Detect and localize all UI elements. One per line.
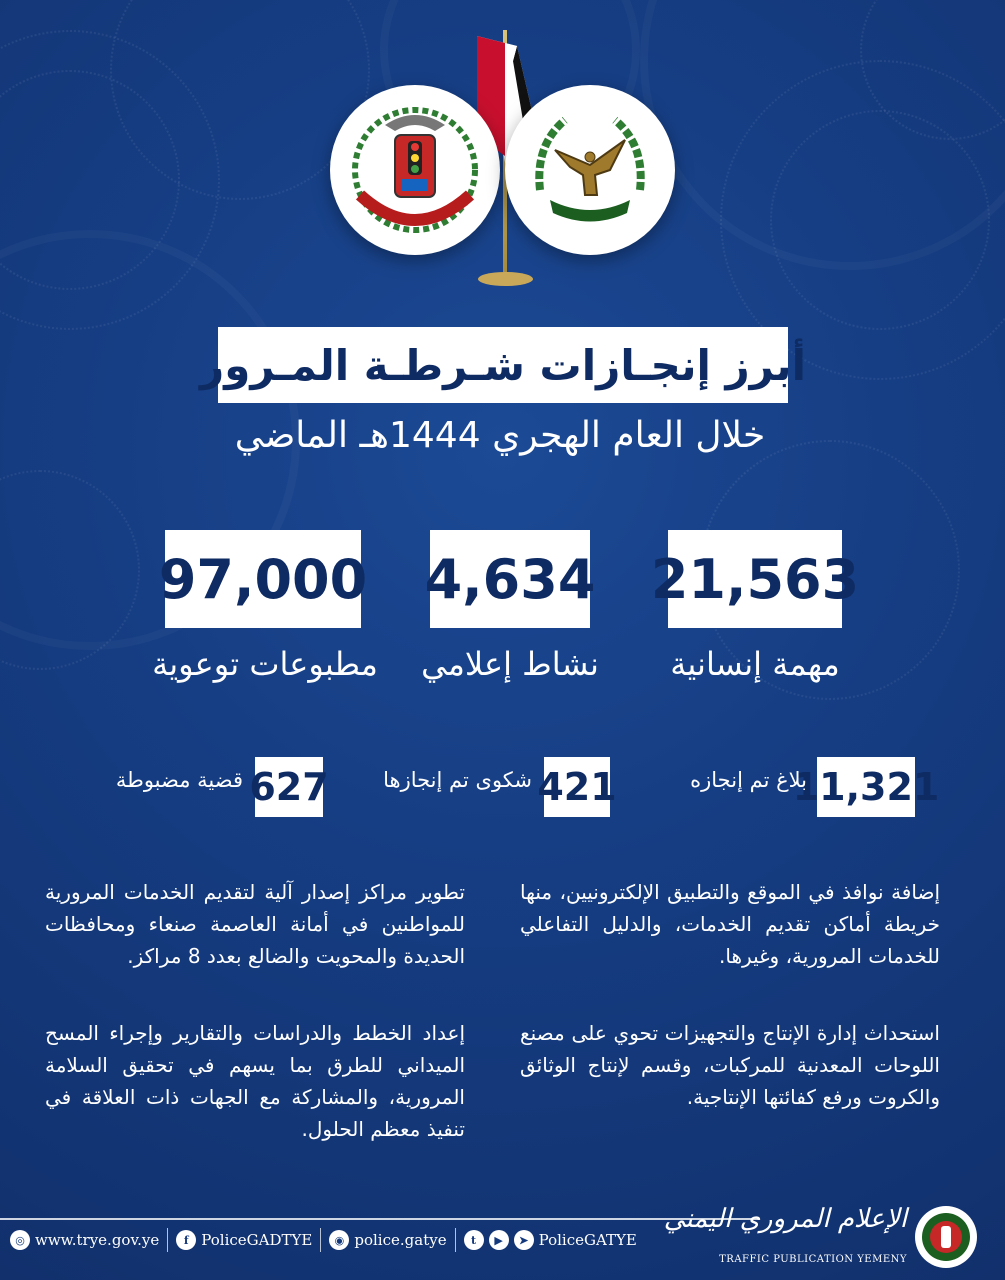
traffic-emblem-icon [340, 95, 490, 245]
paragraph-left-2: إعداد الخطط والدراسات والتقارير وإجراء المسح الميداني للطرق بما يسهم في تحقيق السلامة المرورية، والمشاركة مع الجهات ذات العلاقة في تنفيذ معظم الحلول. [45, 1021, 465, 1141]
small-stat-box-reports [792, 757, 940, 817]
stat-label: مطبوعات توعوية [152, 645, 378, 683]
stat-value: 21,563 [650, 547, 860, 611]
small-stat-value: 11,321 [792, 765, 940, 809]
small-stat-value: 627 [249, 765, 329, 809]
small-stat-box-cases [249, 757, 329, 817]
brand-english: TRAFFIC PUBLICATION YEMENY [719, 1254, 907, 1265]
small-stat-label: بلاغ تم إنجازه [690, 768, 807, 792]
small-stat-box-complaints [537, 757, 617, 817]
stat-box-prints [158, 530, 368, 628]
youtube-icon: ▶ [489, 1230, 509, 1250]
footer-divider [0, 1218, 760, 1220]
eagle-emblem-icon [515, 95, 665, 245]
ministry-interior-logo [505, 85, 675, 255]
stat-box-humanitarian [650, 530, 860, 628]
brand-emblem-icon [915, 1206, 977, 1268]
social-links[interactable] [464, 1230, 637, 1250]
instagram-link[interactable] [329, 1230, 446, 1250]
traffic-police-logo [330, 85, 500, 255]
paragraph-left-1: تطوير مراكز إصدار آلية لتقديم الخدمات المرورية للمواطنين في أمانة العاصمة صنعاء ومحافظات الحديدة والمحويت والضالع بعدد 8 مراكز. [45, 880, 465, 968]
page-title: أبرز إنجـازات شـرطـة المـرور [200, 340, 806, 390]
stat-value: 4,634 [424, 547, 596, 611]
facebook-text: PoliceGADTYE [201, 1231, 313, 1249]
website-text: www.trye.gov.ye [35, 1231, 160, 1249]
paragraph-right-1: إضافة نوافذ في الموقع والتطبيق الإلكترونيين، منها خريطة أماكن تقديم الخدمات، والدليل التفاعلي للخدمات المرورية، وغيرها. [520, 880, 940, 968]
title-box [200, 327, 806, 403]
flag-base [478, 272, 533, 286]
twitter-icon: t [464, 1230, 484, 1250]
brand-arabic: الإعلام المروري اليمني [663, 1204, 907, 1234]
website-link[interactable] [10, 1230, 159, 1250]
page-subtitle: خلال العام الهجري 1444هـ الماضي [234, 415, 766, 456]
brand-logo [663, 1198, 985, 1278]
small-stat-label: قضية مضبوطة [115, 768, 243, 792]
header-logos [0, 0, 1005, 310]
facebook-link[interactable] [176, 1230, 312, 1250]
small-stat-value: 421 [537, 765, 617, 809]
social-text: PoliceGATYE [538, 1231, 637, 1249]
stat-label: مهمة إنسانية [670, 645, 840, 683]
instagram-icon: ◉ [329, 1230, 349, 1250]
telegram-icon: ➤ [514, 1230, 534, 1250]
stat-value: 97,000 [158, 547, 368, 611]
footer-contacts [10, 1222, 637, 1258]
facebook-icon: f [176, 1230, 196, 1250]
small-stat-label: شكوى تم إنجازها [383, 768, 532, 792]
paragraph-right-2: استحداث إدارة الإنتاج والتجهيزات تحوي على مصنع اللوحات المعدنية للمركبات، وقسم لإنتاج الوثائق والكروت ورفع كفائتها الإنتاجية. [520, 1021, 940, 1109]
globe-icon: ◎ [10, 1230, 30, 1250]
stat-label: نشاط إعلامي [421, 645, 599, 683]
instagram-text: police.gatye [354, 1231, 447, 1249]
stat-box-media [424, 530, 596, 628]
